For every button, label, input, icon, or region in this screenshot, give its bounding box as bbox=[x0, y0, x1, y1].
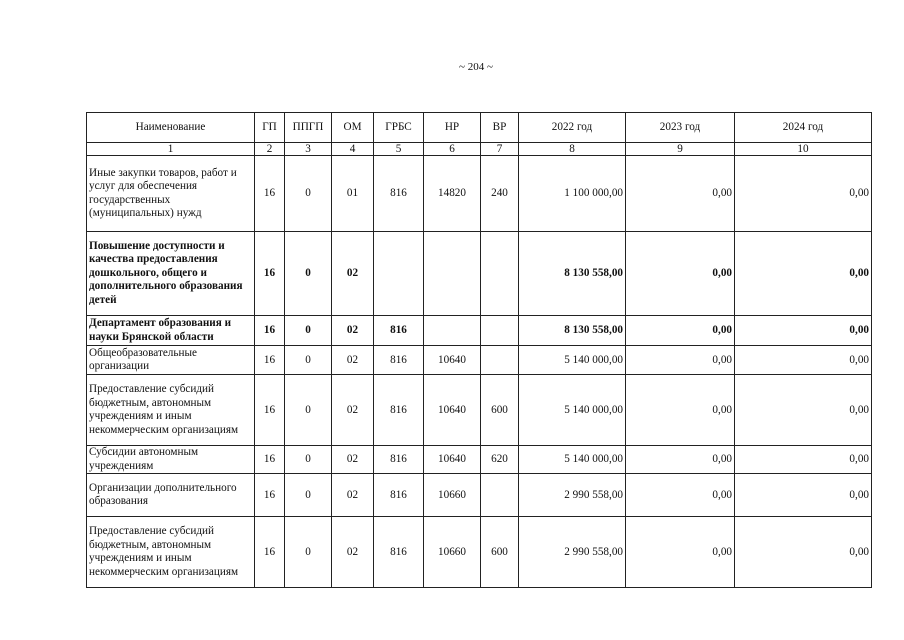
column-number: 6 bbox=[424, 143, 481, 156]
column-number: 5 bbox=[374, 143, 424, 156]
amount-2023-cell: 0,00 bbox=[626, 156, 735, 232]
ppgp-cell: 0 bbox=[285, 156, 332, 232]
header-cell-gp: ГП bbox=[255, 113, 285, 143]
header-cell-2024: 2024 год bbox=[735, 113, 872, 143]
header-cell-name: Наименование bbox=[87, 113, 255, 143]
grbs-cell: 816 bbox=[374, 375, 424, 446]
column-number: 10 bbox=[735, 143, 872, 156]
vr-cell bbox=[481, 474, 519, 517]
gp-cell: 16 bbox=[255, 346, 285, 375]
om-cell: 02 bbox=[332, 446, 374, 474]
amount-2022-cell: 8 130 558,00 bbox=[519, 316, 626, 346]
vr-cell bbox=[481, 232, 519, 316]
column-number: 8 bbox=[519, 143, 626, 156]
gp-cell: 16 bbox=[255, 232, 285, 316]
header-cell-ppgp: ППГП bbox=[285, 113, 332, 143]
grbs-cell: 816 bbox=[374, 474, 424, 517]
gp-cell: 16 bbox=[255, 517, 285, 588]
amount-2024-cell: 0,00 bbox=[735, 232, 872, 316]
budget-table bbox=[86, 112, 872, 588]
om-cell: 02 bbox=[332, 375, 374, 446]
grbs-cell: 816 bbox=[374, 316, 424, 346]
table-row bbox=[87, 375, 872, 446]
amount-2022-cell: 1 100 000,00 bbox=[519, 156, 626, 232]
amount-2024-cell: 0,00 bbox=[735, 446, 872, 474]
grbs-cell: 816 bbox=[374, 517, 424, 588]
gp-cell: 16 bbox=[255, 156, 285, 232]
om-cell: 02 bbox=[332, 232, 374, 316]
ppgp-cell: 0 bbox=[285, 316, 332, 346]
amount-2022-cell: 5 140 000,00 bbox=[519, 375, 626, 446]
grbs-cell: 816 bbox=[374, 156, 424, 232]
nr-cell: 10640 bbox=[424, 375, 481, 446]
gp-cell: 16 bbox=[255, 446, 285, 474]
amount-2023-cell: 0,00 bbox=[626, 474, 735, 517]
grbs-cell: 816 bbox=[374, 446, 424, 474]
header-cell-2023: 2023 год bbox=[626, 113, 735, 143]
ppgp-cell: 0 bbox=[285, 474, 332, 517]
column-number: 9 bbox=[626, 143, 735, 156]
row-name-cell: Предоставление субсидий бюджетным, автономным учреждениям и иным некоммерческим организациям bbox=[87, 517, 255, 588]
header-cell-om: ОМ bbox=[332, 113, 374, 143]
header-row bbox=[87, 113, 872, 143]
ppgp-cell: 0 bbox=[285, 446, 332, 474]
ppgp-cell: 0 bbox=[285, 375, 332, 446]
om-cell: 02 bbox=[332, 346, 374, 375]
nr-cell: 10660 bbox=[424, 517, 481, 588]
row-name-cell: Предоставление субсидий бюджетным, автономным учреждениям и иным некоммерческим организациям bbox=[87, 375, 255, 446]
gp-cell: 16 bbox=[255, 316, 285, 346]
row-name-cell: Организации дополнительного образования bbox=[87, 474, 255, 517]
column-number: 7 bbox=[481, 143, 519, 156]
ppgp-cell: 0 bbox=[285, 232, 332, 316]
table-row bbox=[87, 474, 872, 517]
row-name-cell: Общеобразовательные организации bbox=[87, 346, 255, 375]
header-cell-2022: 2022 год bbox=[519, 113, 626, 143]
amount-2024-cell: 0,00 bbox=[735, 156, 872, 232]
table-row bbox=[87, 232, 872, 316]
table-row bbox=[87, 346, 872, 375]
column-number: 4 bbox=[332, 143, 374, 156]
amount-2022-cell: 2 990 558,00 bbox=[519, 517, 626, 588]
amount-2024-cell: 0,00 bbox=[735, 316, 872, 346]
vr-cell bbox=[481, 316, 519, 346]
nr-cell: 10640 bbox=[424, 446, 481, 474]
nr-cell bbox=[424, 316, 481, 346]
ppgp-cell: 0 bbox=[285, 346, 332, 375]
ppgp-cell: 0 bbox=[285, 517, 332, 588]
om-cell: 01 bbox=[332, 156, 374, 232]
column-number: 2 bbox=[255, 143, 285, 156]
vr-cell: 600 bbox=[481, 375, 519, 446]
grbs-cell: 816 bbox=[374, 346, 424, 375]
om-cell: 02 bbox=[332, 517, 374, 588]
vr-cell: 240 bbox=[481, 156, 519, 232]
table-row bbox=[87, 517, 872, 588]
vr-cell bbox=[481, 346, 519, 375]
amount-2023-cell: 0,00 bbox=[626, 232, 735, 316]
row-name-cell: Субсидии автономным учреждениям bbox=[87, 446, 255, 474]
amount-2024-cell: 0,00 bbox=[735, 517, 872, 588]
table-row bbox=[87, 316, 872, 346]
table-row bbox=[87, 156, 872, 232]
column-number: 1 bbox=[87, 143, 255, 156]
header-cell-grbs: ГРБС bbox=[374, 113, 424, 143]
amount-2023-cell: 0,00 bbox=[626, 446, 735, 474]
header-cell-nr: НР bbox=[424, 113, 481, 143]
vr-cell: 600 bbox=[481, 517, 519, 588]
amount-2022-cell: 8 130 558,00 bbox=[519, 232, 626, 316]
column-number: 3 bbox=[285, 143, 332, 156]
row-name-cell: Повышение доступности и качества предоставления дошкольного, общего и дополнительного образования детей bbox=[87, 232, 255, 316]
page-number: ~ 204 ~ bbox=[459, 61, 493, 73]
amount-2024-cell: 0,00 bbox=[735, 474, 872, 517]
om-cell: 02 bbox=[332, 474, 374, 517]
row-name-cell: Департамент образования и науки Брянской области bbox=[87, 316, 255, 346]
amount-2022-cell: 2 990 558,00 bbox=[519, 474, 626, 517]
column-number-row bbox=[87, 143, 872, 156]
amount-2022-cell: 5 140 000,00 bbox=[519, 446, 626, 474]
amount-2023-cell: 0,00 bbox=[626, 517, 735, 588]
amount-2023-cell: 0,00 bbox=[626, 346, 735, 375]
gp-cell: 16 bbox=[255, 375, 285, 446]
nr-cell: 14820 bbox=[424, 156, 481, 232]
amount-2024-cell: 0,00 bbox=[735, 346, 872, 375]
nr-cell: 10640 bbox=[424, 346, 481, 375]
amount-2023-cell: 0,00 bbox=[626, 316, 735, 346]
table-row bbox=[87, 446, 872, 474]
amount-2023-cell: 0,00 bbox=[626, 375, 735, 446]
om-cell: 02 bbox=[332, 316, 374, 346]
amount-2024-cell: 0,00 bbox=[735, 375, 872, 446]
vr-cell: 620 bbox=[481, 446, 519, 474]
nr-cell: 10660 bbox=[424, 474, 481, 517]
nr-cell bbox=[424, 232, 481, 316]
gp-cell: 16 bbox=[255, 474, 285, 517]
row-name-cell: Иные закупки товаров, работ и услуг для обеспечения государственных (муниципальных) нужд bbox=[87, 156, 255, 232]
amount-2022-cell: 5 140 000,00 bbox=[519, 346, 626, 375]
header-cell-vr: ВР bbox=[481, 113, 519, 143]
grbs-cell bbox=[374, 232, 424, 316]
